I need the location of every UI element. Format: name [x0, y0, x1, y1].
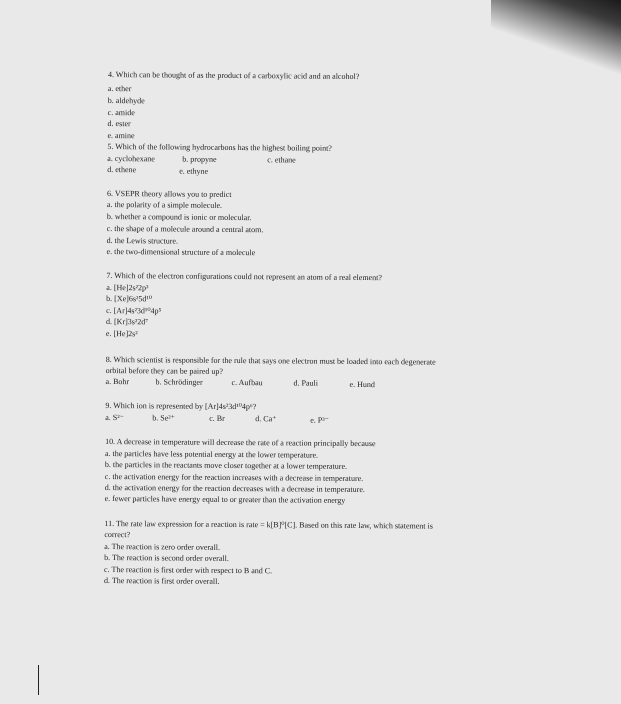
q9-option-d: d. Ca⁺ — [255, 414, 277, 424]
q6-option-a: a. the polarity of a simple molecule. — [106, 199, 223, 210]
q7-option-d: d. [Kr]3s²2d⁷ — [105, 316, 149, 327]
q7-option-e: e. [He]2s² — [105, 328, 138, 339]
q11-stem-line-1: 11. The rate law expression for a reaction is rate = k[B]⁰[C]. Based on this rate law, which statement is — [104, 518, 433, 531]
q6-option-d: d. the Lewis structure. — [106, 235, 179, 246]
q4-option-b: b. aldehyde — [107, 95, 145, 106]
q5-option-b: b. propyne — [182, 154, 217, 164]
q9-option-e: e. P³⁻ — [310, 415, 329, 425]
q7-stem: 7. Which of the electron configurations could not represent an atom of a real element? — [106, 270, 382, 283]
q7-option-a: a. [He]2s²2p³ — [106, 282, 149, 293]
q5-stem: 5. Which of the following hydrocarbons has the highest boiling point? — [107, 141, 332, 153]
q5-option-e: e. ethyne — [179, 166, 209, 176]
q8-stem-line-2: orbital before they can be paired up? — [105, 365, 223, 376]
q5-option-d: d. ethene — [107, 164, 137, 175]
q7-option-c: c. [Ar]4s²3d¹⁰4p⁵ — [106, 305, 162, 316]
q6-option-c: c. the shape of a molecule around a central atom. — [106, 223, 264, 235]
q4-option-a: a. ether — [107, 83, 132, 94]
q11-option-b: b. The reaction is second order overall. — [104, 552, 229, 563]
q10-option-c: c. the activation energy for the reaction increases with a decrease in temperature. — [104, 471, 364, 484]
q4-option-e: e. amine — [107, 130, 135, 141]
q5-option-c: c. ethane — [267, 155, 296, 165]
q8-option-a: a. Bohr — [105, 376, 130, 387]
q9-stem: 9. Which ion is represented by [Ar]4s²3d¹⁰4p⁶? — [105, 400, 257, 412]
q4-option-c: c. amide — [107, 107, 135, 118]
q9-option-b: b. Se²⁺ — [152, 413, 175, 423]
q11-option-a: a. The reaction is zero order overall. — [104, 541, 221, 552]
q8-stem-line-1: 8. Which scientist is responsible for the rule that says one electron must be loaded into each degenerate — [105, 354, 436, 367]
q7-option-b: b. [Xe]6s²5d¹⁰ — [106, 293, 153, 304]
q6-option-b: b. whether a compound is ionic or molecular. — [106, 211, 252, 223]
q11-option-d: d. The reaction is first order overall. — [103, 575, 220, 586]
q4-stem: 4. Which can be thought of as the product of a carboxylic acid and an alcohol? — [107, 70, 360, 81]
q9-option-a: a. S²⁻ — [105, 412, 124, 423]
q11-stem-line-2: correct? — [104, 529, 131, 540]
q11-option-c: c. The reaction is first order with respect to B and C. — [104, 564, 273, 576]
q10-option-b: b. the particles in the reactants move closer together at a lower temperature. — [104, 459, 348, 471]
q10-option-a: a. the particles have less potential energy at the lower temperature. — [104, 448, 319, 460]
q10-option-d: d. the activation energy for the reaction decreases with a decrease in temperature. — [104, 482, 365, 495]
q4-option-d: d. ester — [107, 118, 131, 129]
q6-option-e: e. the two-dimensional structure of a molecule — [106, 246, 256, 258]
q10-stem: 10. A decrease in temperature will decrease the rate of a reaction principally because — [105, 436, 376, 449]
q10-option-e: e. fewer particles have energy equal to or greater than the activation energy — [104, 493, 346, 505]
q8-option-d: d. Pauli — [293, 378, 319, 388]
q5-option-a: a. cyclohexane — [107, 153, 155, 164]
q8-option-c: c. Aufbau — [231, 377, 263, 388]
q8-option-e: e. Hund — [349, 379, 375, 390]
q6-stem: 6. VSEPR theory allows you to predict — [106, 188, 232, 199]
q9-option-c: c. Br — [209, 413, 225, 423]
q8-option-b: b. Schrödinger — [155, 377, 203, 387]
